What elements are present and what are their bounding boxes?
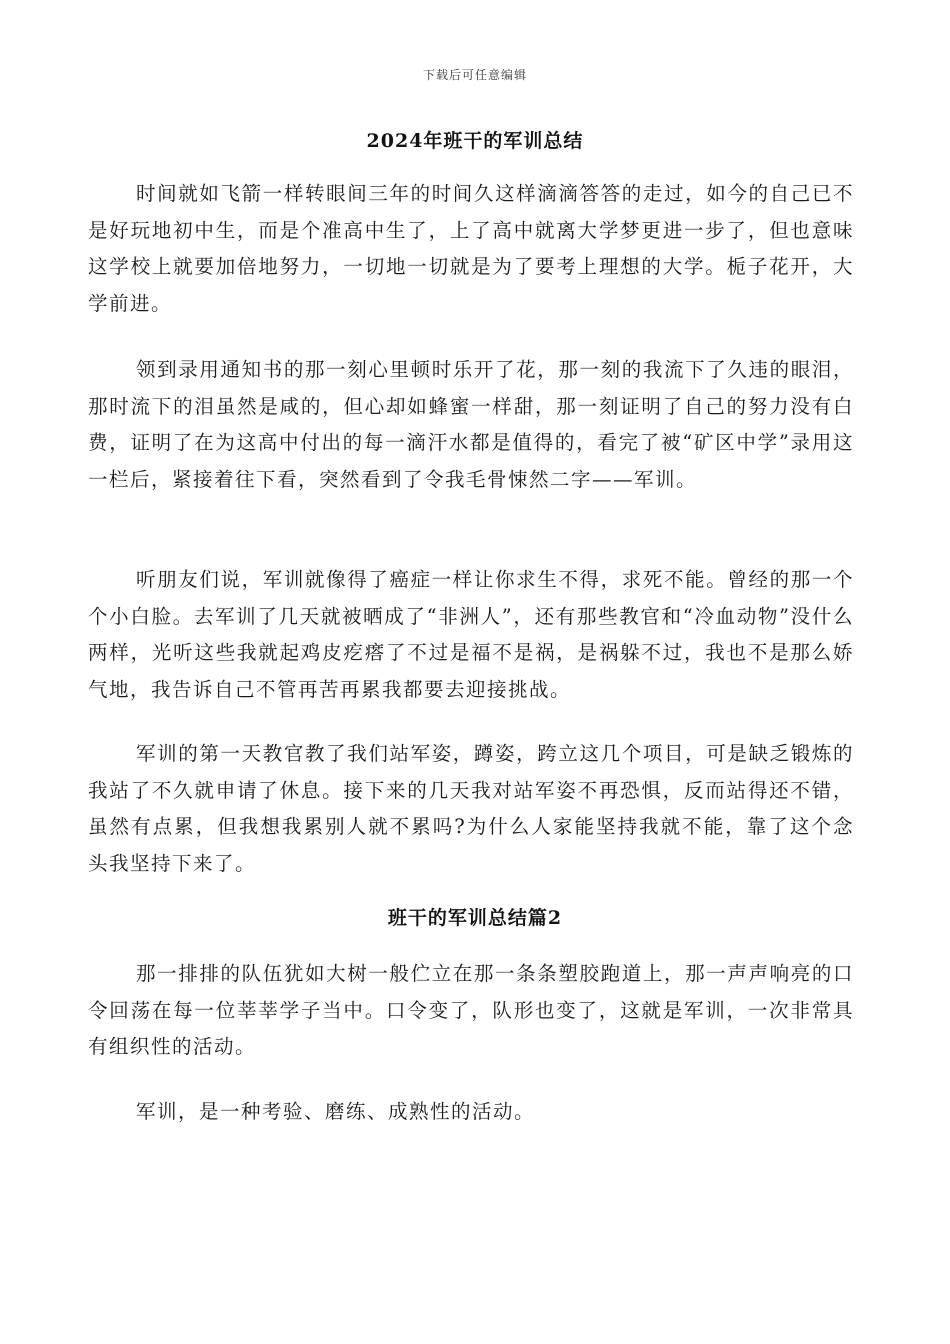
header-note: 下载后可任意编辑 (422, 68, 527, 82)
paragraph-6: 军训，是一种考验、磨练、成熟性的活动。 (136, 1100, 536, 1123)
section-2-title: 班干的军训总结篇2 (387, 907, 563, 929)
paragraph-2: 领到录用通知书的那一刻心里顿时乐开了花，那一刻的我流下了久违的眼泪，那时流下的泪虽然是咸的，但心却如蜂蜜一样甜，那一刻证明了自己的努力没有白费，证明了在为这高中付出的每一滴汗水都是值得的，看完了被“矿区中学”录用这一栏后，紧接着往下看，突然看到了令我毛骨悚然二字——军训。 (88, 358, 854, 491)
paragraph-4: 军训的第一天教官教了我们站军姿，蹲姿，跨立这几个项目，可是缺乏锻炼的我站了不久就申请了休息。接下来的几天我对站军姿不再恐惧，反而站得还不错，虽然有点累，但我想我累别人就不累吗?为什么人家能坚持我就不能，靠了这个念头我坚持下来了。 (88, 742, 854, 875)
paragraph-1: 时间就如飞箭一样转眼间三年的时间久这样滴滴答答的走过，如今的自己已不是好玩地初中生，而是个准高中生了，上了高中就离大学梦更进一步了，但也意味这学校上就要加倍地努力，一切地一切就是为了要考上理想的大学。栀子花开，大学前进。 (88, 182, 854, 315)
document-title: 2024年班干的军训总结 (366, 130, 584, 152)
paragraph-3: 听朋友们说，军训就像得了癌症一样让你求生不得，求死不能。曾经的那一个个小白脸。去军训了几天就被晒成了“非洲人”，还有那些教官和“冷血动物”没什么两样，光听这些我就起鸡皮疙瘩了不过是福不是祸，是祸躲不过，我也不是那么娇气地，我告诉自己不管再苦再累我都要去迎接挑战。 (88, 568, 854, 701)
paragraph-5: 那一排排的队伍犹如大树一般伫立在那一条条塑胶跑道上，那一声声响亮的口令回荡在每一位莘莘学子当中。口令变了，队形也变了，这就是军训，一次非常具有组织性的活动。 (88, 962, 854, 1058)
